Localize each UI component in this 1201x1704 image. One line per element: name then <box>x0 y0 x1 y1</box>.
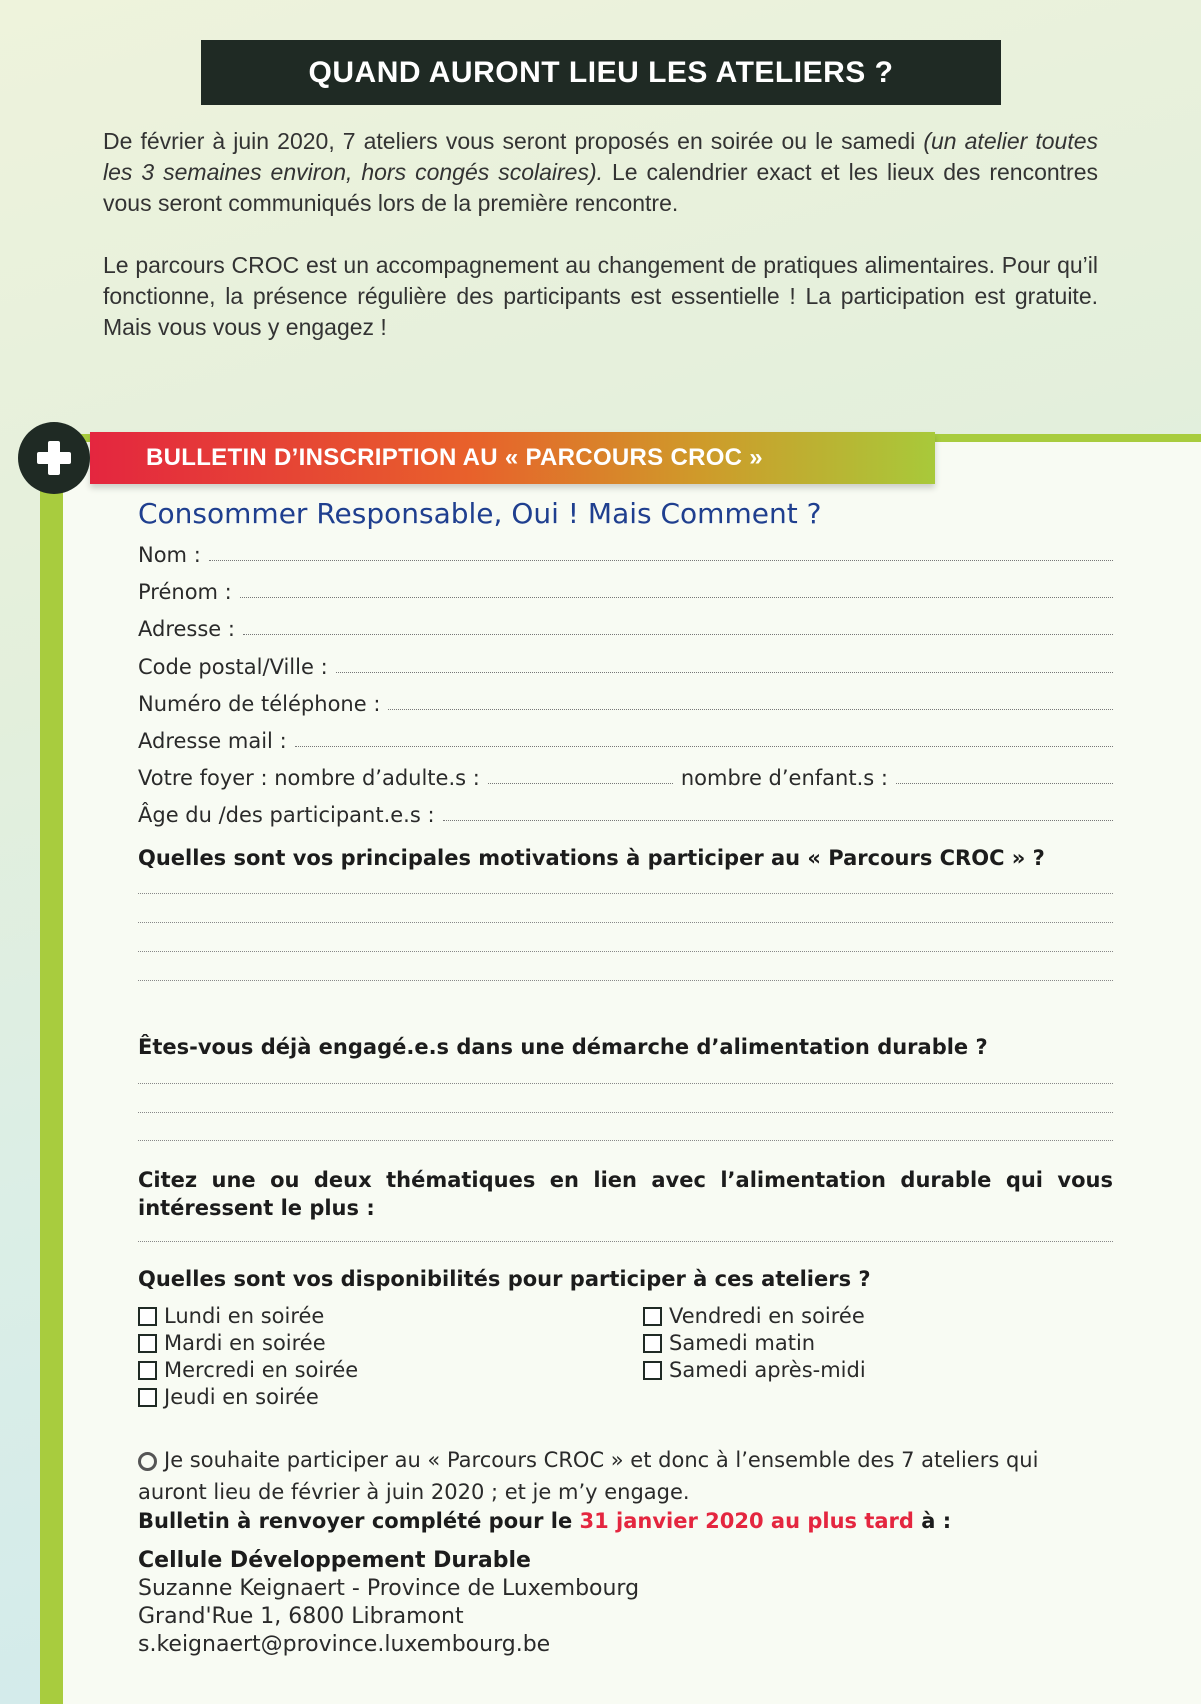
contact-email[interactable]: s.keignaert@province.luxembourg.be <box>138 1632 551 1657</box>
checkbox-jeudi[interactable] <box>138 1385 319 1409</box>
checkbox-lundi[interactable] <box>138 1304 324 1328</box>
fill-line-enfants[interactable] <box>896 782 1113 784</box>
fill-line[interactable] <box>388 708 1113 710</box>
plus-icon <box>34 438 74 478</box>
field-adresse[interactable] <box>138 611 1113 641</box>
field-nom[interactable] <box>138 537 1113 567</box>
answer-line[interactable] <box>138 951 1113 952</box>
contact-address: Grand'Rue 1, 6800 Libramont <box>138 1604 464 1629</box>
fill-line-adultes[interactable] <box>488 782 673 784</box>
bulletin-banner <box>90 432 935 484</box>
checkbox-mercredi[interactable] <box>138 1358 358 1382</box>
fill-line[interactable] <box>240 596 1113 598</box>
field-telephone[interactable] <box>138 686 1113 716</box>
bulletin-title: BULLETIN D’INSCRIPTION AU « PARCOURS CROC » <box>146 444 763 471</box>
fill-line[interactable] <box>295 745 1113 747</box>
checkbox-icon[interactable] <box>138 1388 157 1407</box>
field-code-postal[interactable] <box>138 649 1113 679</box>
answer-line[interactable] <box>138 1241 1113 1242</box>
intro-p1-text: De février à juin 2020, 7 ateliers vous seront proposés en soirée ou le samedi <box>103 128 924 154</box>
intro-p1-italic: (un atelier toutes les 3 semaines environ, hors congés scolaires). <box>103 128 1098 185</box>
intro-text <box>103 126 1098 374</box>
field-label: Code postal/Ville : <box>138 655 328 679</box>
field-label: Adresse mail : <box>138 729 287 753</box>
checkbox-samedi-apres-midi[interactable] <box>643 1358 866 1382</box>
form-title: Consommer Responsable, Oui ! Mais Comment ? <box>138 497 822 530</box>
answer-line[interactable] <box>138 1140 1113 1141</box>
checkbox-mardi[interactable] <box>138 1331 326 1355</box>
fill-line[interactable] <box>336 671 1113 673</box>
checkbox-label: Samedi après-midi <box>669 1358 866 1382</box>
fill-line[interactable] <box>243 633 1113 635</box>
answer-line[interactable] <box>138 922 1113 923</box>
deadline-text <box>138 1509 951 1533</box>
answer-line[interactable] <box>138 893 1113 894</box>
checkbox-icon[interactable] <box>643 1307 662 1326</box>
checkbox-vendredi[interactable] <box>643 1304 865 1328</box>
field-age[interactable] <box>138 797 1113 827</box>
checkbox-label: Lundi en soirée <box>164 1304 325 1328</box>
checkbox-icon[interactable] <box>643 1361 662 1380</box>
question-engage: Êtes-vous déjà engagé.e.s dans une démarche d’alimentation durable ? <box>138 1035 988 1059</box>
question-disponibilites: Quelles sont vos disponibilités pour participer à ces ateliers ? <box>138 1267 871 1291</box>
checkbox-label: Jeudi en soirée <box>164 1385 319 1409</box>
fill-line[interactable] <box>443 819 1113 821</box>
plus-badge <box>18 422 90 494</box>
answer-line[interactable] <box>138 980 1113 981</box>
checkbox-icon[interactable] <box>138 1334 157 1353</box>
contact-block <box>138 1547 639 1659</box>
radio-circle-icon[interactable] <box>138 1452 157 1471</box>
question-motivations: Quelles sont vos principales motivations à participer au « Parcours CROC » ? <box>138 846 1045 870</box>
answer-line[interactable] <box>138 1083 1113 1084</box>
intro-p1-text-end: Le calendrier exact et les lieux des rencontres vous seront communiqués lors de la première rencontre. <box>103 159 1098 216</box>
question-thematiques: Citez une ou deux thématiques en lien avec l’alimentation durable qui vous intéressent le plus : <box>138 1168 1113 1220</box>
engagement-option[interactable] <box>138 1444 1113 1508</box>
contact-person: Suzanne Keignaert - Province de Luxembourg <box>138 1576 640 1601</box>
checkbox-icon[interactable] <box>138 1307 157 1326</box>
checkbox-label: Mardi en soirée <box>164 1331 326 1355</box>
checkbox-samedi-matin[interactable] <box>643 1331 815 1355</box>
checkbox-label: Mercredi en soirée <box>164 1358 359 1382</box>
deadline-before: Bulletin à renvoyer complété pour le <box>138 1509 580 1533</box>
field-label-enfants: nombre d’enfant.s : <box>680 766 888 790</box>
field-label-adultes: Votre foyer : nombre d’adulte.s : <box>138 766 480 790</box>
deadline-after: à : <box>913 1509 952 1533</box>
checkbox-label: Vendredi en soirée <box>669 1304 865 1328</box>
deadline-date: 31 janvier 2020 au plus tard <box>579 1509 914 1533</box>
intro-paragraph-2: Le parcours CROC est un accompagnement au changement de pratiques alimentaires. Pour qu’il fonctionne, la présence régulière des participants est essentielle ! La participation est gratuite. Mais vous vous y engagez ! <box>103 252 1098 340</box>
field-foyer[interactable] <box>138 760 1113 790</box>
answer-line[interactable] <box>138 1112 1113 1113</box>
checkbox-label: Samedi matin <box>669 1331 816 1355</box>
field-mail[interactable] <box>138 723 1113 753</box>
field-label: Adresse : <box>138 617 235 641</box>
field-label: Numéro de téléphone : <box>138 692 381 716</box>
field-label: Prénom : <box>138 580 232 604</box>
section-title-bar <box>201 40 1001 105</box>
card-frame-left <box>40 434 63 1704</box>
field-prenom[interactable] <box>138 574 1113 604</box>
field-label: Âge du /des participant.e.s : <box>138 803 435 827</box>
engagement-text: Je souhaite participer au « Parcours CROC » et donc à l’ensemble des 7 ateliers qui auront lieu de février à juin 2020 ; et je m’y engage. <box>138 1448 1039 1504</box>
contact-org: Cellule Développement Durable <box>138 1548 531 1573</box>
checkbox-icon[interactable] <box>643 1334 662 1353</box>
fill-line[interactable] <box>209 559 1113 561</box>
section-title: QUAND AURONT LIEU LES ATELIERS ? <box>308 55 894 89</box>
field-label: Nom : <box>138 543 201 567</box>
checkbox-icon[interactable] <box>138 1361 157 1380</box>
intro-paragraph-1 <box>103 126 1098 219</box>
